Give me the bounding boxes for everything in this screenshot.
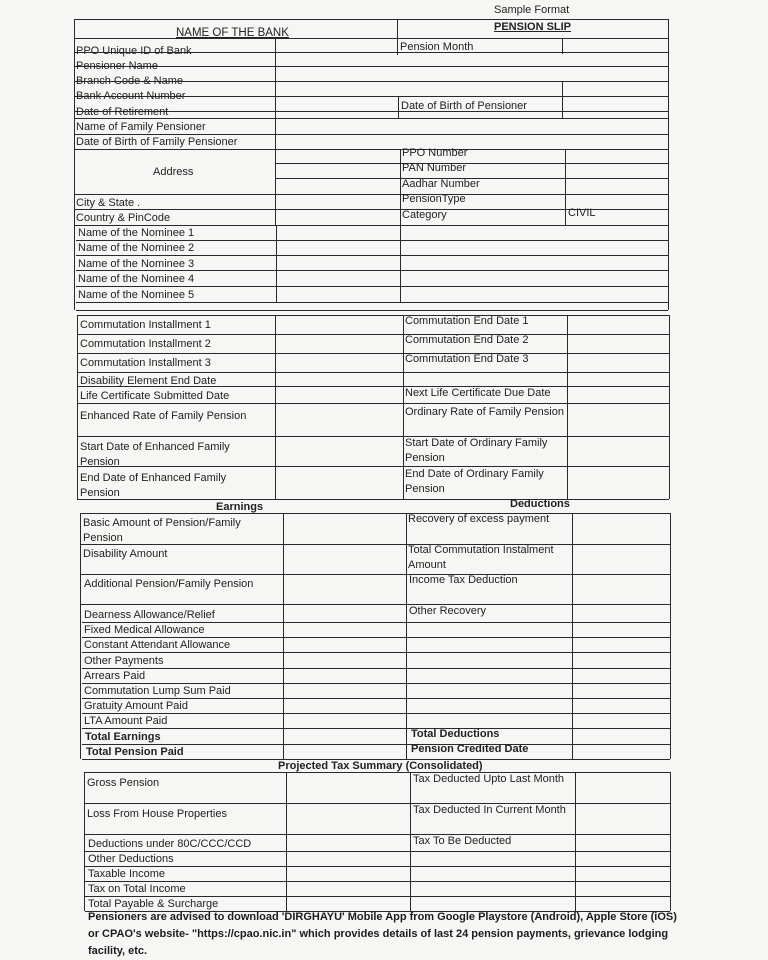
earning-gratuity-label: Gratuity Amount Paid bbox=[84, 700, 188, 712]
ordinary-rate-label: Ordinary Rate of Family Pension bbox=[405, 406, 564, 418]
rule bbox=[286, 772, 287, 911]
rule bbox=[76, 240, 668, 241]
commutation-installment-1-label: Commutation Installment 1 bbox=[80, 319, 211, 331]
rule bbox=[82, 698, 670, 699]
life-cert-submitted-label: Life Certificate Submitted Date bbox=[80, 390, 230, 402]
rule bbox=[84, 772, 670, 773]
enhanced-rate-label: Enhanced Rate of Family Pension bbox=[80, 410, 247, 422]
address-label: Address bbox=[153, 166, 194, 178]
family-pensioner-label: Name of Family Pensioner bbox=[76, 121, 206, 133]
earning-basic-label: Basic Amount of Pension/Family Pension bbox=[83, 517, 241, 544]
rule bbox=[82, 713, 670, 714]
rule bbox=[397, 19, 398, 55]
nominee-1-label: Name of the Nominee 1 bbox=[78, 227, 195, 239]
commutation-end-2-label: Commutation End Date 2 bbox=[405, 334, 529, 346]
tax-to-be-deducted-label: Tax To Be Deducted bbox=[413, 835, 512, 847]
ppo-unique-id-label: PPO Unique ID of Bank bbox=[76, 45, 192, 57]
deduction-income-tax-label: Income Tax Deduction bbox=[409, 574, 518, 586]
rule bbox=[74, 38, 668, 39]
rule bbox=[77, 353, 669, 354]
rule bbox=[275, 149, 276, 225]
rule bbox=[74, 149, 668, 150]
rule bbox=[572, 513, 573, 759]
rule bbox=[74, 194, 668, 195]
rule bbox=[80, 574, 670, 575]
rule bbox=[82, 668, 670, 669]
rule bbox=[76, 286, 668, 287]
aadhar-number-label: Aadhar Number bbox=[402, 178, 480, 190]
rule bbox=[77, 403, 669, 404]
deduction-recovery-excess-label: Recovery of excess payment bbox=[408, 513, 550, 525]
tax-gross-pension-label: Gross Pension bbox=[87, 777, 160, 789]
rule bbox=[76, 302, 668, 303]
earning-fixed-medical-label: Fixed Medical Allowance bbox=[84, 624, 205, 636]
ppo-number-label: PPO Number bbox=[402, 147, 468, 159]
rule bbox=[406, 513, 407, 759]
rule bbox=[76, 255, 668, 256]
rule bbox=[82, 728, 670, 729]
rule bbox=[410, 772, 411, 911]
tax-taxable-income-label: Taxable Income bbox=[88, 868, 166, 880]
rule bbox=[77, 315, 78, 499]
rule bbox=[84, 834, 670, 835]
rule bbox=[84, 803, 670, 804]
earning-constant-attendant-label: Constant Attendant Allowance bbox=[84, 639, 231, 651]
nominee-2-label: Name of the Nominee 2 bbox=[78, 242, 195, 254]
rule bbox=[82, 652, 670, 653]
dob-family-pensioner-label: Date of Birth of Family Pensioner bbox=[76, 136, 238, 148]
rule bbox=[85, 881, 670, 882]
rule bbox=[74, 19, 668, 20]
rule bbox=[276, 225, 277, 302]
deduction-other-recovery-label: Other Recovery bbox=[409, 605, 487, 617]
rule bbox=[77, 334, 669, 335]
pension-type-label: PensionType bbox=[402, 193, 466, 205]
rule bbox=[670, 513, 671, 759]
disability-end-date-label: Disability Element End Date bbox=[80, 375, 217, 387]
rule bbox=[74, 66, 668, 67]
earning-additional-label: Additional Pension/Family Pension bbox=[84, 578, 254, 590]
rule bbox=[80, 513, 670, 514]
tax-summary-heading: Projected Tax Summary (Consolidated) bbox=[278, 760, 483, 772]
bank-name-heading: NAME OF THE BANK bbox=[176, 27, 289, 39]
tax-total-payable-label: Total Payable & Surcharge bbox=[88, 898, 219, 910]
rule bbox=[77, 315, 669, 316]
dob-pensioner-label: Date of Birth of Pensioner bbox=[401, 100, 527, 112]
end-ordinary-label: End Date of Ordinary Family Pension bbox=[405, 468, 544, 495]
deductions-heading: Deductions bbox=[510, 498, 570, 510]
rule bbox=[567, 315, 568, 499]
commutation-installment-2-label: Commutation Installment 2 bbox=[80, 338, 211, 350]
rule bbox=[80, 604, 670, 605]
nominee-5-label: Name of the Nominee 5 bbox=[78, 289, 195, 301]
earning-dearness-label: Dearness Allowance/Relief bbox=[84, 609, 215, 621]
date-of-retirement-label: Date of Retirement bbox=[76, 106, 169, 118]
rule bbox=[85, 896, 670, 897]
category-value: CIVIL bbox=[568, 207, 596, 219]
rule bbox=[84, 772, 85, 911]
rule bbox=[76, 310, 668, 311]
tax-deducted-last-month-label: Tax Deducted Upto Last Month bbox=[413, 773, 565, 785]
tax-deductions-80c-label: Deductions under 80C/CCC/CCD bbox=[88, 838, 252, 850]
rule bbox=[82, 622, 670, 623]
rule bbox=[85, 866, 670, 867]
rule bbox=[82, 683, 670, 684]
rule bbox=[565, 149, 566, 225]
rule bbox=[80, 513, 81, 759]
nominee-3-label: Name of the Nominee 3 bbox=[78, 258, 195, 270]
earning-disability-label: Disability Amount bbox=[83, 548, 168, 560]
branch-code-label: Branch Code & Name bbox=[76, 75, 183, 87]
pension-month-label: Pension Month bbox=[400, 41, 474, 53]
total-earnings-label: Total Earnings bbox=[85, 731, 161, 743]
rule bbox=[575, 772, 576, 911]
category-label: Category bbox=[402, 209, 447, 221]
rule bbox=[669, 315, 670, 499]
tax-loss-house-label: Loss From House Properties bbox=[87, 808, 227, 820]
rule bbox=[670, 772, 671, 911]
rule bbox=[84, 851, 670, 852]
tax-deducted-current-month-label: Tax Deducted In Current Month bbox=[413, 804, 566, 816]
rule bbox=[275, 38, 276, 154]
rule bbox=[562, 38, 563, 54]
total-pension-paid-label: Total Pension Paid bbox=[86, 746, 184, 758]
rule bbox=[668, 19, 669, 310]
city-state-label: City & State . bbox=[76, 197, 141, 209]
rule bbox=[74, 19, 75, 310]
rule bbox=[283, 513, 284, 759]
deduction-commutation-label: Total Commutation Instalment Amount bbox=[408, 544, 554, 571]
pension-slip-title: PENSION SLIP bbox=[494, 21, 572, 33]
rule bbox=[77, 372, 669, 373]
next-life-cert-label: Next Life Certificate Due Date bbox=[405, 387, 551, 399]
start-enhanced-label: Start Date of Enhanced Family Pension bbox=[80, 441, 230, 468]
total-deductions-label: Total Deductions bbox=[411, 728, 500, 740]
earning-commutation-lump-label: Commutation Lump Sum Paid bbox=[84, 685, 231, 697]
country-pincode-label: Country & PinCode bbox=[76, 212, 171, 224]
commutation-end-1-label: Commutation End Date 1 bbox=[405, 315, 529, 327]
bank-account-label: Bank Account Number bbox=[76, 90, 186, 102]
sample-format-label: Sample Format bbox=[494, 4, 570, 16]
rule bbox=[275, 315, 276, 499]
rule bbox=[398, 96, 399, 118]
footer-advisory-note: Pensioners are advised to download 'DIRGHAYU' Mobile App from Google Playstore (Android), Apple Store (iOS) or CPAO's website- "https://cpao.nic.in" which provides details of last 24 pension payments, grievance lodging facility, etc. bbox=[88, 911, 677, 957]
earning-other-payments-label: Other Payments bbox=[84, 655, 164, 667]
tax-other-deductions-label: Other Deductions bbox=[88, 853, 174, 865]
rule bbox=[74, 134, 668, 135]
earning-lta-label: LTA Amount Paid bbox=[84, 715, 168, 727]
earning-arrears-label: Arrears Paid bbox=[84, 670, 146, 682]
rule bbox=[74, 225, 668, 226]
rule bbox=[82, 744, 670, 745]
pan-number-label: PAN Number bbox=[402, 162, 466, 174]
pensioner-name-label: Pensioner Name bbox=[76, 60, 158, 72]
rule bbox=[82, 637, 670, 638]
rule bbox=[77, 436, 669, 437]
tax-on-total-income-label: Tax on Total Income bbox=[88, 883, 186, 895]
start-ordinary-label: Start Date of Ordinary Family Pension bbox=[405, 437, 548, 464]
commutation-installment-3-label: Commutation Installment 3 bbox=[80, 357, 211, 369]
rule bbox=[400, 149, 401, 302]
earnings-heading: Earnings bbox=[216, 501, 264, 513]
pension-credited-date-label: Pension Credited Date bbox=[411, 743, 529, 755]
nominee-4-label: Name of the Nominee 4 bbox=[78, 273, 195, 285]
rule bbox=[403, 315, 404, 499]
end-enhanced-label: End Date of Enhanced Family Pension bbox=[80, 472, 227, 499]
rule bbox=[562, 81, 563, 118]
rule bbox=[276, 163, 668, 164]
commutation-end-3-label: Commutation End Date 3 bbox=[405, 353, 529, 365]
